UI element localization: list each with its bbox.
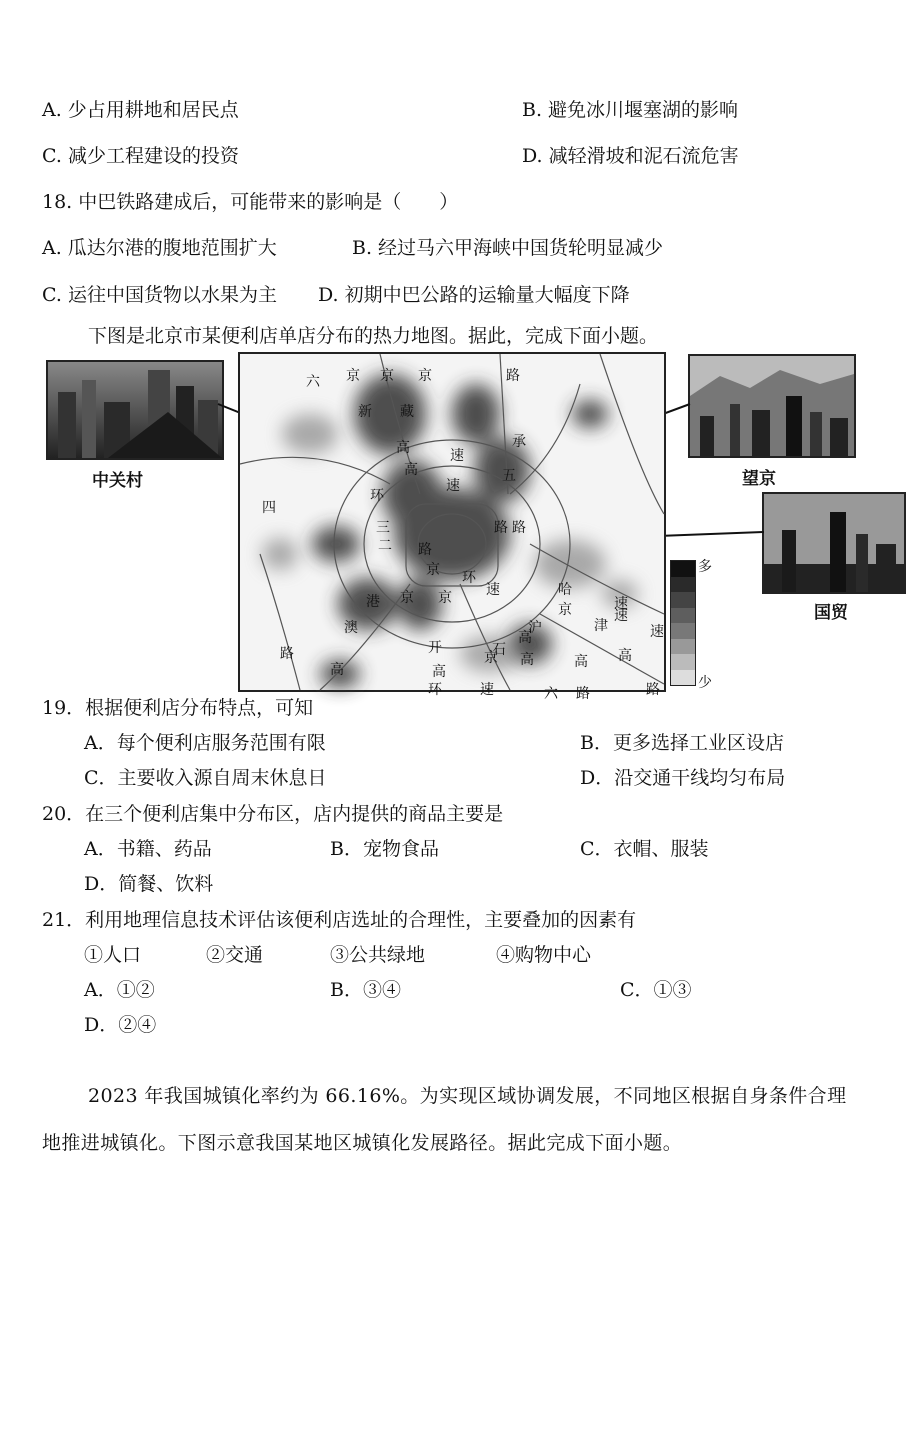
q19-option-a: A．每个便利店服务范围有限 [84,732,326,754]
q20-option-c: C．衣帽、服装 [580,838,709,860]
q21-option-d: D．②④ [84,1014,157,1036]
q21-option-c: C．①③ [620,979,692,1001]
legend-low: 少 [698,675,712,691]
q21-factor-1: ①人口 [84,944,142,966]
map-intro: 下图是北京市某便利店单店分布的热力地图。据此，完成下面小题。 [88,325,659,347]
map-road-label: 速 [480,682,494,698]
q19-option-b: B．更多选择工业区设店 [580,732,784,754]
map-road-label: 高 [520,652,534,668]
q17-option-a: A. 少占用耕地和居民点 [42,99,239,121]
q20-option-d: D．简餐、饮料 [84,873,214,895]
map-road-label: 京 [426,562,440,578]
wangjing-label: 望京 [742,469,776,489]
map-road-label: 高 [432,664,446,680]
map-road-label: 京 [380,368,394,384]
map-road-label: 高 [574,654,588,670]
q18-option-b: B. 经过马六甲海峡中国货轮明显减少 [352,237,664,259]
map-road-label: 六 [306,374,320,390]
urban-intro-line2: 地推进城镇化。下图示意我国某地区城镇化发展路径。据此完成下面小题。 [42,1132,683,1154]
q20-stem: 20．在三个便利店集中分布区，店内提供的商品主要是 [42,803,504,825]
map-road-label: 开 [428,640,442,656]
map-road-label: 高 [330,662,344,678]
map-road-label: 路 [494,520,508,536]
q20-option-a: A．书籍、药品 [84,838,212,860]
map-road-label: 高 [404,462,418,478]
map-road-label: 路 [280,646,294,662]
map-road-label: 路 [576,686,590,702]
q21-factor-3: ③公共绿地 [330,944,426,966]
map-road-label: 速 [486,582,500,598]
urban-intro-line1: 2023 年我国城镇化率约为 66.16%。为实现区域协调发展，不同地区根据自身条件合理 [88,1085,847,1107]
map-road-label: 速 [650,624,664,640]
q21-stem: 21．利用地理信息技术评估该便利店选址的合理性，主要叠加的因素有 [42,909,637,931]
q21-option-b: B．③④ [330,979,401,1001]
map-road-label: 路 [646,682,660,698]
map-road-label: 路 [506,368,520,384]
map-road-label: 环 [428,682,442,698]
map-road-label: 六 [544,686,558,702]
q18-option-d: D. 初期中巴公路的运输量大幅度下降 [318,284,630,306]
map-road-label: 京 [484,650,498,666]
map-road-label: 京 [558,602,572,618]
q19-option-d: D．沿交通干线均匀布局 [580,767,786,789]
map-road-label: 藏 [400,404,414,420]
map-road-label: 承 [512,434,526,450]
q18-option-a: A. 瓜达尔港的腹地范围扩大 [42,237,277,259]
q19-option-c: C．主要收入源自周末休息日 [84,767,327,789]
map-road-label: 哈 [558,582,572,598]
q18-stem: 18. 中巴铁路建成后，可能带来的影响是（ ） [42,191,459,213]
map-road-label: 高 [396,440,410,456]
guomao-label: 国贸 [814,603,848,623]
q21-factor-2: ②交通 [206,944,264,966]
map-road-label: 石 [492,642,506,658]
map-road-label: 速 [450,448,464,464]
q18-option-c: C. 运往中国货物以水果为主 [42,284,277,306]
legend-high: 多 [698,559,712,575]
q21-factor-4: ④购物中心 [496,944,592,966]
map-road-label: 速 [614,596,628,612]
map-road-label: 四 [262,500,276,516]
map-road-label: 高 [518,630,532,646]
map-road-label: 京 [418,368,432,384]
map-road-label: 环 [462,570,476,586]
map-road-label: 港 [366,594,380,610]
q21-option-a: A．①② [84,979,155,1001]
map-road-label: 环 [370,488,384,504]
map-road-label: 京 [438,590,452,606]
q19-stem: 19．根据便利店分布特点，可知 [42,697,314,719]
map-road-label: 新 [358,404,372,420]
q17-option-b: B. 避免冰川堰塞湖的影响 [522,99,739,121]
map-road-label: 路 [418,542,432,558]
q20-option-b: B．宠物食品 [330,838,439,860]
map-road-label: 路 [512,520,526,536]
map-road-label: 高 [618,648,632,664]
map-road-label: 速 [614,608,628,624]
map-road-label: 沪 [528,620,542,636]
q17-option-c: C. 减少工程建设的投资 [42,145,239,167]
map-road-label: 澳 [344,620,358,636]
map-road-label: 京 [400,590,414,606]
map-road-label: 津 [594,618,608,634]
map-road-label: 京 [346,368,360,384]
zhongguancun-label: 中关村 [92,471,143,491]
map-road-label: 三 [376,520,390,536]
heat-legend [670,560,696,686]
map-road-label: 五 [502,468,516,484]
map-road-label: 二 [378,538,392,554]
q17-option-d: D. 减轻滑坡和泥石流危害 [522,145,739,167]
map-road-label: 速 [446,478,460,494]
heat-map [238,352,666,702]
